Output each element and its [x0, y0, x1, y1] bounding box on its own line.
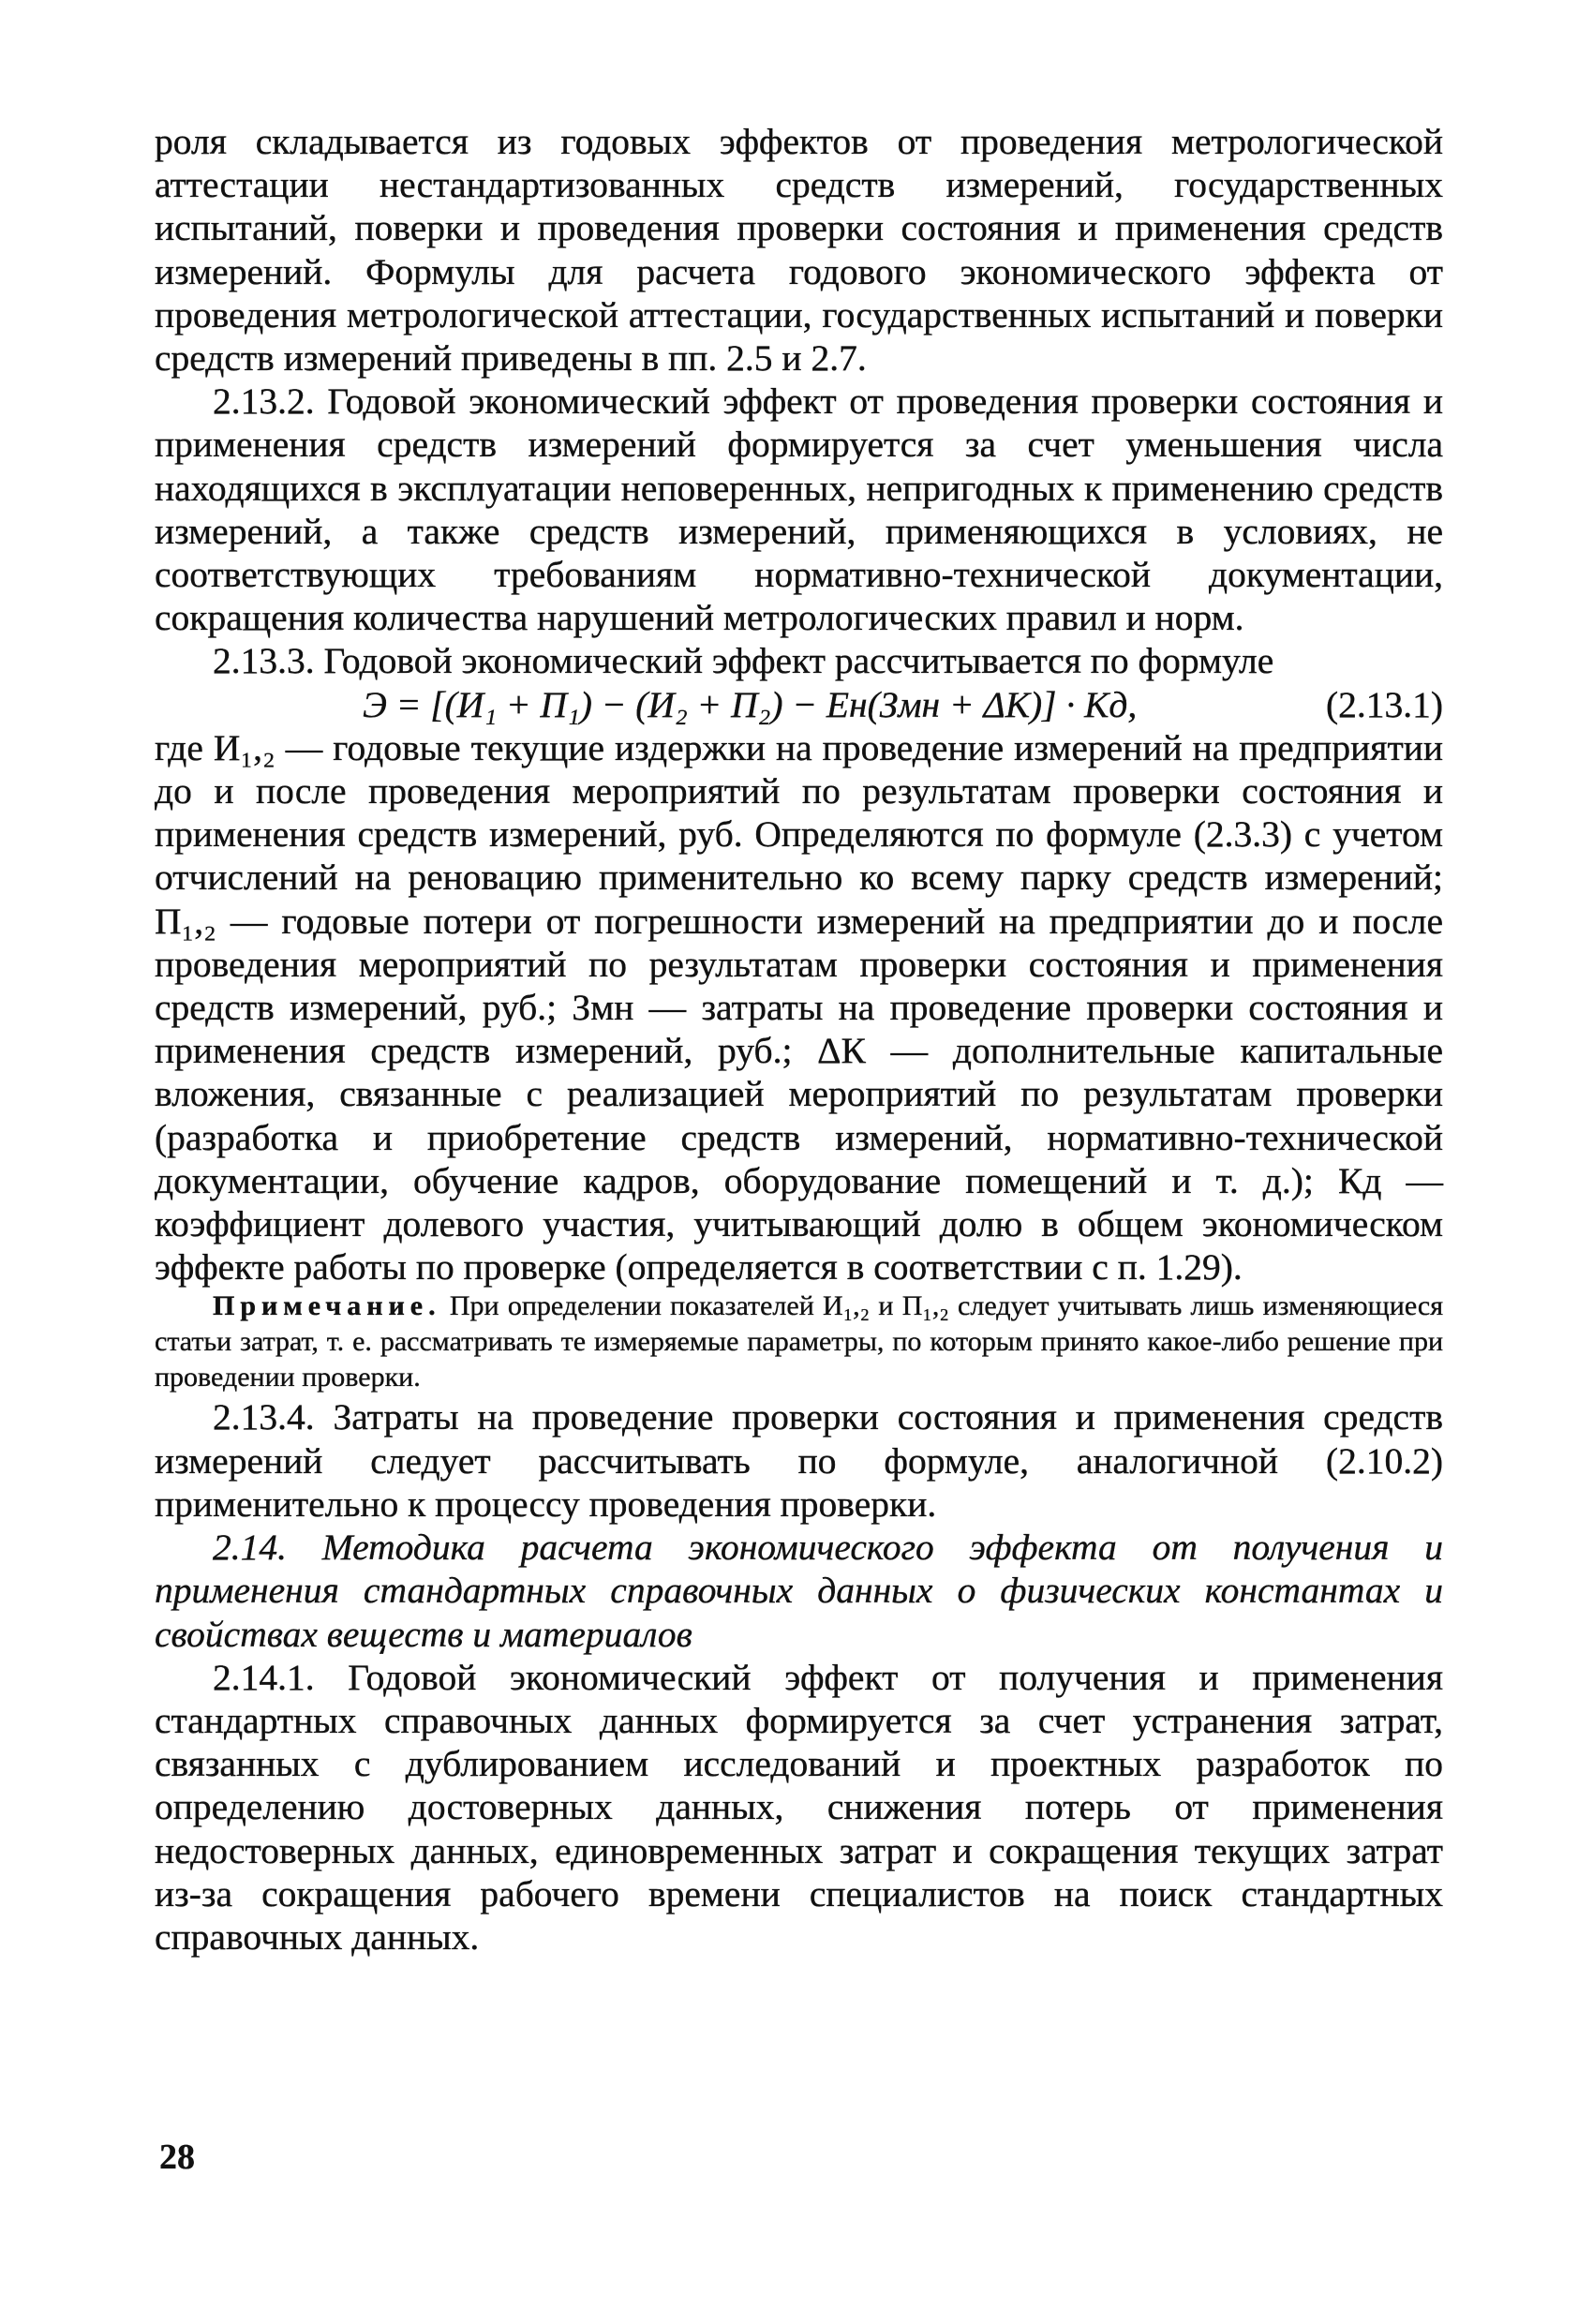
paragraph-definitions: где И₁,₂ — годовые текущие издержки на проведение измерений на предприятии до и после проведения мероприятий по результатам проверки состояния и применения средств измерений, руб. Определяются по формуле (2.3.3) с учетом отчислений на реновацию применительно ко всему парку средств измерений; П₁,₂ — годовые потери от погрешности измерений на предприятии до и после проведения мероприятий по результатам проверки состояния и применения средств измерений, руб.; Змн — затраты на проведение проверки состояния и применения средств измерений, руб.; ΔК — дополнительные капитальные вложения, связанные с реализацией мероприятий по результатам проверки (разработка и приобретение средств измерений, нормативно-технической документации, обучение кадров, оборудование помещений и т. д.); Кд — коэффициент долевого участия, учитывающий долю в общем экономическом эффекте работы по проверке (определяется в соответствии с п. 1.29). — [155, 726, 1443, 1289]
note-label: Примечание. — [213, 1290, 441, 1322]
paragraph-intro: роля складывается из годовых эффектов от проведения метрологической аттестации нестандартизованных средств измерений, государственных испытаний, поверки и проведения проверки состояния и применения средств измерений. Формулы для расчета годового экономического эффекта от проведения метрологической аттестации, государственных испытаний и поверки средств измерений приведены в пп. 2.5 и 2.7. — [155, 121, 1443, 380]
paragraph-2-14-1: 2.14.1. Годовой экономический эффект от получения и применения стандартных справочных данных формируется за счет устранения затрат, связанных с дублированием исследований и проектных разработок по определению достоверных данных, снижения потерь от применения недостоверных данных, единовременных затрат и сокращения текущих затрат из-за сокращения рабочего времени специалистов на поиск стандартных справочных данных. — [155, 1656, 1443, 1958]
formula-expression: Э = [(И₁ + П₁) − (И₂ + П₂) − Ен(Змн + ΔК)] · Кд, — [363, 683, 1138, 725]
page-number: 28 — [159, 2138, 195, 2177]
paragraph-2-13-3: 2.13.3. Годовой экономический эффект рассчитывается по формуле — [213, 640, 1274, 682]
section-title-2-14: 2.14. Методика расчета экономического эффекта от получения и применения стандартных справочных данных о физических константах и свойствах веществ и материалов — [155, 1527, 1443, 1655]
note-text: При определении показателей И₁,₂ и П₁,₂ следует учитывать лишь изменяющиеся статьи затрат, т. е. рассматривать те измеряемые параметры, по которым принято какое-либо решение при проведении проверки. — [155, 1290, 1443, 1393]
formula-number: (2.13.1) — [1325, 683, 1443, 725]
formula-2-13-1 — [155, 683, 1443, 726]
note — [155, 1289, 1443, 1395]
paragraph-2-13-2: 2.13.2. Годовой экономический эффект от проведения проверки состояния и применения средств измерений формируется за счет уменьшения числа находящихся в эксплуатации неповеренных, непригодных к применению средств измерений, а также средств измерений, применяющихся в условиях, не соответствующих требованиям нормативно-технической документации, сокращения количества нарушений метрологических правил и норм. — [155, 380, 1443, 639]
paragraph-2-13-4: 2.13.4. Затраты на проведение проверки состояния и применения средств измерений следует рассчитывать по формуле, аналогичной (2.10.2) применительно к процессу проведения проверки. — [155, 1396, 1443, 1525]
page-body — [155, 120, 1443, 1959]
